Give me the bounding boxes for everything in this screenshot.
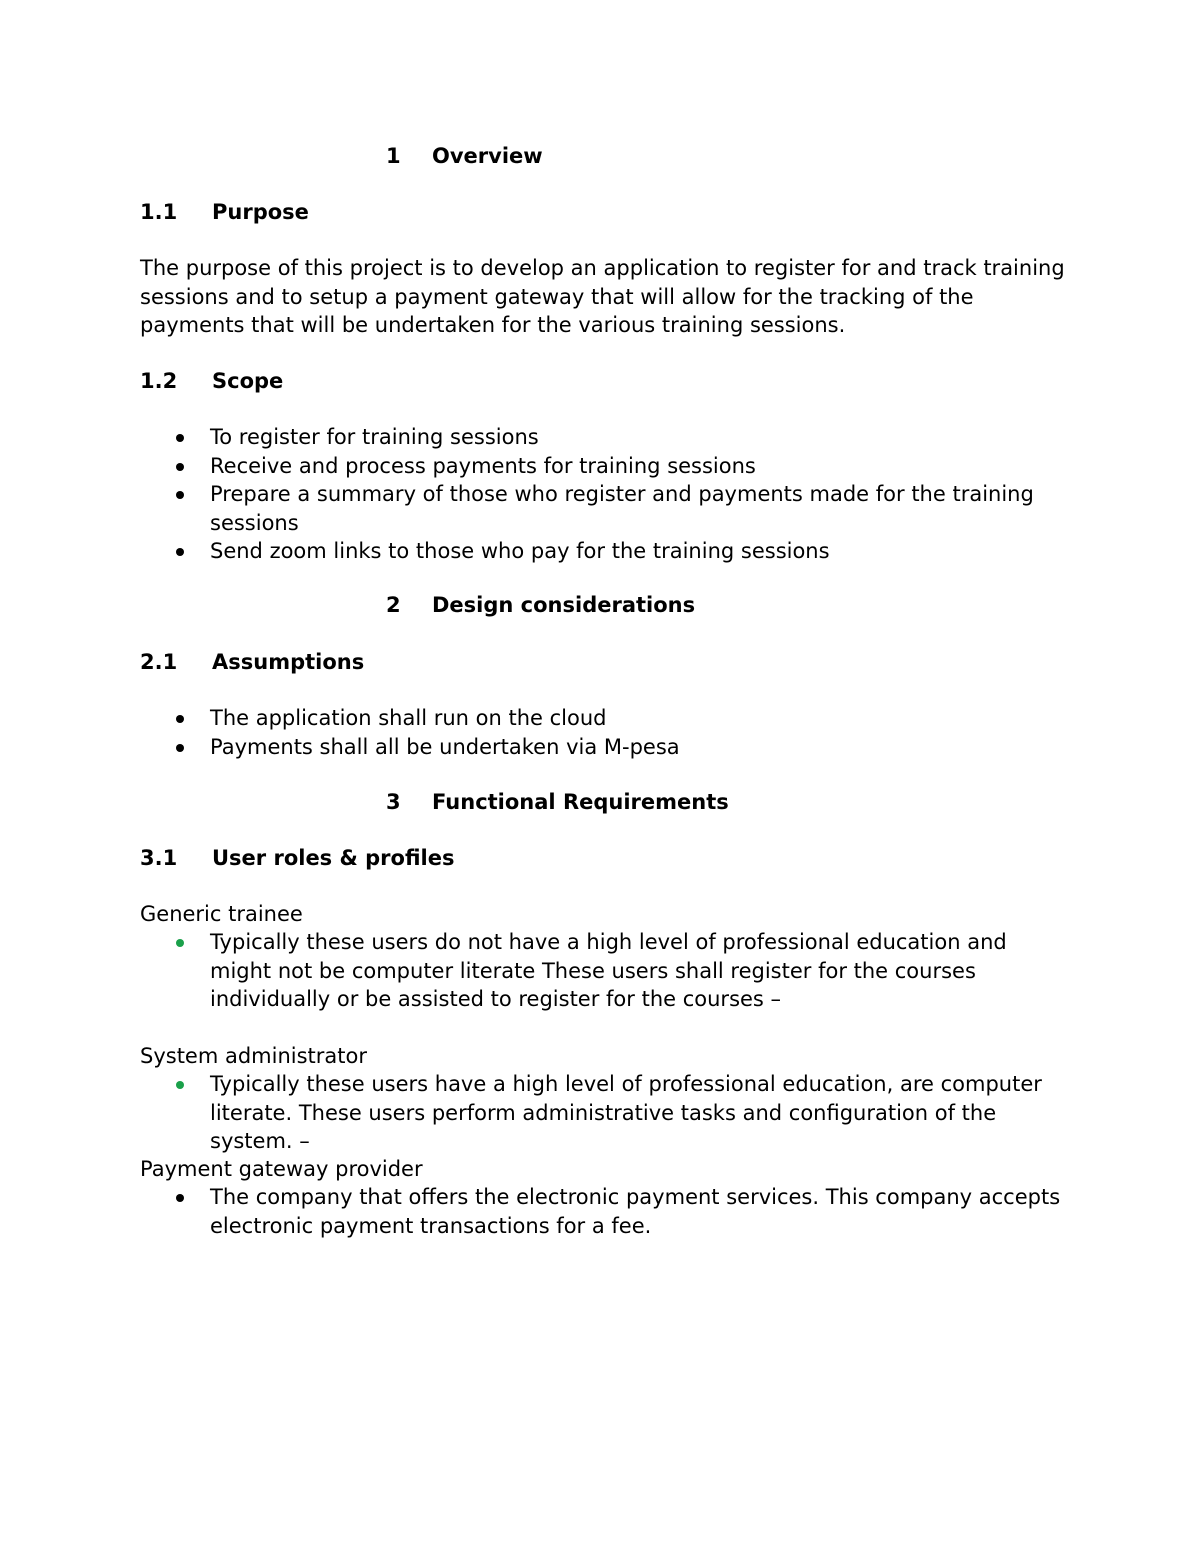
heading-number: 1.1 <box>140 200 178 224</box>
assumptions-list <box>170 704 680 761</box>
heading-design-considerations <box>386 591 695 619</box>
role-label-generic-trainee: Generic trainee <box>140 902 303 926</box>
heading-number: 2.1 <box>140 650 178 674</box>
list-item <box>170 480 1034 537</box>
list-item-text: Send zoom links to those who pay for the training sessions <box>210 539 830 563</box>
bullet-icon <box>176 434 184 442</box>
role-list-system-administrator <box>170 1070 1042 1156</box>
heading-purpose <box>140 198 309 226</box>
list-item-text: Typically these users have a high level of professional education, are computer <box>210 1072 1042 1096</box>
list-item-text: Receive and process payments for training sessions <box>210 453 756 478</box>
list-item <box>170 704 680 733</box>
role-label-system-administrator: System administrator <box>140 1044 368 1068</box>
list-item <box>170 423 1034 452</box>
heading-title: Assumptions <box>212 650 365 674</box>
heading-title: User roles & profiles <box>212 846 455 870</box>
heading-number: 3 <box>386 790 401 814</box>
bullet-icon <box>176 715 184 723</box>
list-item <box>170 1070 1042 1156</box>
heading-scope <box>140 367 283 395</box>
heading-title: Purpose <box>212 200 309 224</box>
list-item-text: electronic payment transactions for a fee. <box>210 1213 652 1238</box>
bullet-icon <box>176 1081 184 1089</box>
heading-number: 1.2 <box>140 369 178 393</box>
heading-title: Design considerations <box>432 593 696 617</box>
role-list-payment-gateway-provider <box>170 1183 1060 1240</box>
paragraph-line: The purpose of this project is to develop an application to register for and track training <box>140 256 1065 280</box>
list-item-text: To register for training sessions <box>210 425 539 449</box>
heading-assumptions <box>140 648 364 676</box>
list-item-text: The application shall run on the cloud <box>210 706 607 730</box>
heading-number: 1 <box>386 144 401 168</box>
list-item <box>170 1183 1060 1240</box>
role-list-generic-trainee <box>170 928 1007 1014</box>
list-item-text: Payments shall all be undertaken via M-pesa <box>210 734 680 759</box>
list-item <box>170 537 1034 566</box>
heading-title: Scope <box>212 369 284 393</box>
heading-number: 3.1 <box>140 846 178 870</box>
heading-number: 2 <box>386 593 401 617</box>
bullet-icon <box>176 1194 184 1202</box>
list-item-text: individually or be assisted to register for the courses – <box>210 987 782 1011</box>
list-item-text: literate. These users perform administrative tasks and configuration of the <box>210 1100 997 1125</box>
list-item-text: sessions <box>210 510 299 535</box>
heading-overview <box>386 142 543 170</box>
heading-user-roles <box>140 844 454 872</box>
heading-title: Functional Requirements <box>432 790 729 814</box>
bullet-icon <box>176 939 184 947</box>
paragraph-line: sessions and to setup a payment gateway that will allow for the tracking of the <box>140 284 974 309</box>
list-item-text: Typically these users do not have a high level of professional education and <box>210 930 1007 954</box>
scope-list <box>170 423 1034 566</box>
bullet-icon <box>176 463 184 471</box>
list-item-text: system. – <box>210 1129 310 1153</box>
list-item-text: might not be computer literate These users shall register for the courses <box>210 958 976 983</box>
list-item <box>170 928 1007 1014</box>
role-label-payment-gateway-provider: Payment gateway provider <box>140 1157 423 1181</box>
bullet-icon <box>176 491 184 499</box>
heading-functional-requirements <box>386 788 729 816</box>
list-item <box>170 733 680 762</box>
purpose-paragraph <box>140 254 1080 340</box>
paragraph-line: payments that will be undertaken for the various training sessions. <box>140 313 846 337</box>
list-item <box>170 452 1034 481</box>
bullet-icon <box>176 744 184 752</box>
heading-title: Overview <box>432 144 543 168</box>
bullet-icon <box>176 548 184 556</box>
list-item-text: The company that offers the electronic payment services. This company accepts <box>210 1185 1061 1209</box>
list-item-text: Prepare a summary of those who register and payments made for the training <box>210 482 1034 506</box>
